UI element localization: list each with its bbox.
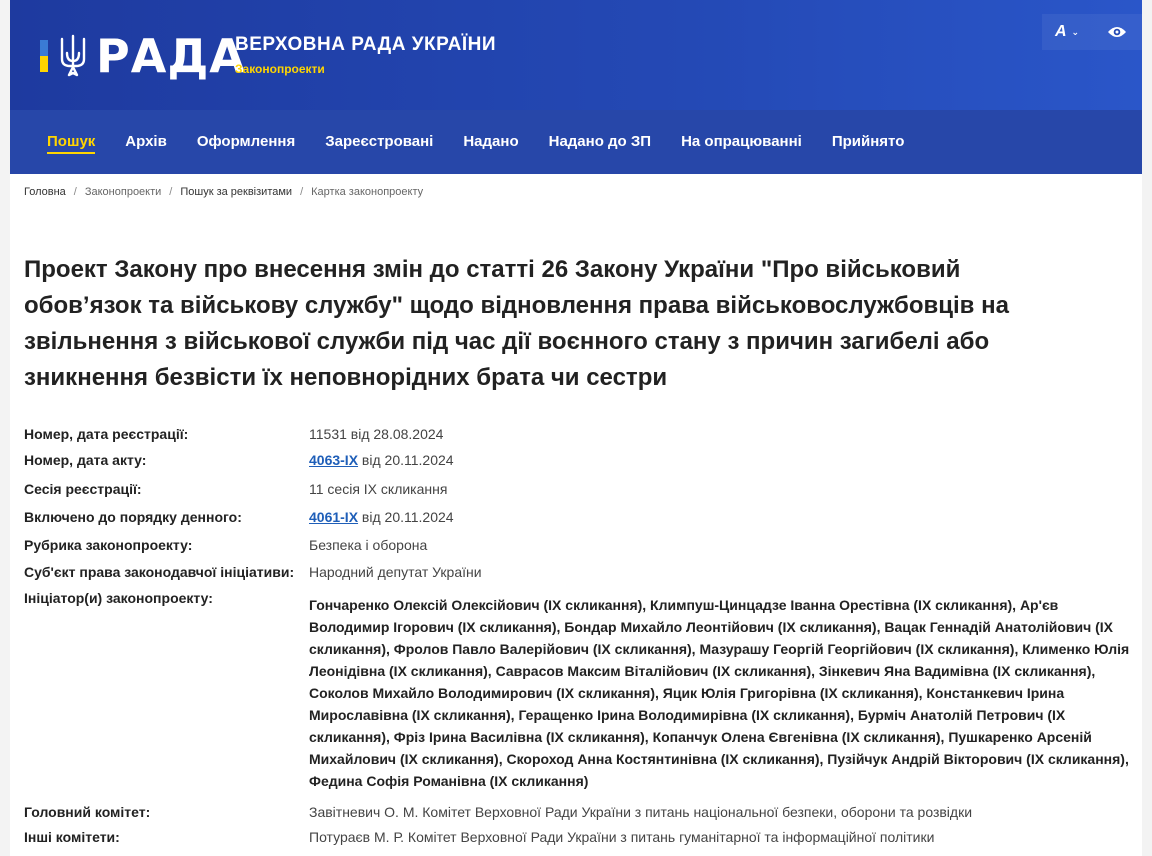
- page: [10, 0, 1142, 856]
- nav-item-in-process[interactable]: На опрацюванні: [681, 133, 802, 150]
- nav-item-submitted-to-zp[interactable]: Надано до ЗП: [548, 133, 652, 150]
- breadcrumb-separator: /: [73, 186, 77, 198]
- detail-value: 11531 від 28.08.2024: [309, 426, 444, 442]
- detail-value: Потураєв М. Р. Комітет Верховної Ради України з питань гуманітарної та інформаційної політики: [309, 829, 935, 845]
- agenda-link[interactable]: 4061-IX: [309, 509, 359, 525]
- detail-row-act: [24, 450, 1134, 470]
- act-link[interactable]: 4063-IX: [309, 452, 359, 468]
- site-title-main: ВЕРХОВНА РАДА УКРАЇНИ: [235, 34, 496, 55]
- trident-icon: [58, 33, 88, 79]
- agenda-date: від 20.11.2024: [358, 509, 454, 525]
- breadcrumb-search[interactable]: Пошук за реквізитами: [180, 186, 293, 198]
- site-logo[interactable]: [40, 30, 246, 82]
- detail-label: Номер, дата акту:: [24, 452, 147, 468]
- detail-label: Інші комітети:: [24, 829, 120, 845]
- nav-item-adopted[interactable]: Прийнято: [831, 133, 905, 150]
- detail-row-agenda: [24, 507, 1134, 527]
- detail-row-other-committees: [24, 827, 1134, 847]
- detail-label: Сесія реєстрації:: [24, 481, 142, 497]
- detail-label: Головний комітет:: [24, 804, 151, 820]
- detail-row-subject: [24, 562, 1134, 582]
- site-title: [235, 34, 496, 76]
- nav-item-drafting[interactable]: Оформлення: [196, 133, 296, 150]
- main-nav: [10, 110, 1142, 174]
- header-tools: [1042, 14, 1142, 50]
- detail-row-main-committee: [24, 802, 1134, 822]
- detail-label: Номер, дата реєстрації:: [24, 426, 189, 442]
- flag-icon: [40, 40, 48, 72]
- detail-value: [309, 450, 1134, 470]
- detail-row-rubric: [24, 535, 1134, 555]
- detail-value: 11 сесія IX скликання: [309, 481, 448, 497]
- breadcrumb: [24, 186, 423, 198]
- detail-value: Безпека і оборона: [309, 537, 428, 553]
- accessibility-button[interactable]: [1092, 14, 1142, 50]
- logo-text: РАДА: [96, 29, 246, 83]
- site-header: [10, 0, 1142, 110]
- page-edge-right: [1142, 0, 1152, 856]
- breadcrumb-separator: /: [169, 186, 173, 198]
- detail-row-session: [24, 479, 1134, 499]
- chevron-down-icon: ⌄: [1071, 26, 1080, 37]
- initiators-list: Гончаренко Олексій Олексійович (IX скликання), Климпуш-Цинцадзе Іванна Орестівна (IX скликання), Ар'єв Володимир Ігорович (IX скликання), Бондар Михайло Леонтійович (IX скликання), Вацак Геннадій Анатолійович (IX скликання), Фролов Павло Валерійович (IX скликання), Мазурашу Георгій Георгійович (IX скликання), Клименко Юлія Леонідівна (IX скликання), Саврасов Максим Віталійович (IX скликання), Зінкевич Яна Вадимівна (IX скликання), Соколов Михайло Володимирович (IX скликання), Яцик Юлія Григорівна (IX скликання), Констанкевич Ірина Мирославівна (IX скликання), Геращенко Ірина Володимирівна (IX скликання), Бурміч Анатолій Петрович (IX скликання), Фріз Ірина Василівна (IX скликання), Копанчук Олена Євгенівна (IX скликання), Пушкаренко Арсеній Михайлович (IX скликання), Скороход Анна Костянтинівна (IX скликання), Пузійчук Андрій Вікторович (IX скликання), Федина Софія Романівна (IX скликання): [309, 597, 1130, 789]
- detail-label: Рубрика законопроекту:: [24, 537, 193, 553]
- detail-label: Суб'єкт права законодавчої ініціативи:: [24, 564, 295, 580]
- nav-item-archive[interactable]: Архів: [125, 133, 167, 150]
- nav-item-search[interactable]: Пошук: [32, 110, 110, 174]
- breadcrumb-home[interactable]: Головна: [24, 186, 66, 198]
- page-edge-left: [0, 0, 10, 856]
- breadcrumb-bills[interactable]: Законопроекти: [84, 186, 162, 198]
- nav-item-submitted[interactable]: Надано: [463, 133, 519, 150]
- detail-label: Ініціатор(и) законопроекту:: [24, 590, 213, 606]
- page-title: Проект Закону про внесення змін до статті 26 Закону України "Про військовий обов’язок та військову службу" щодо відновлення права військовослужбовців на звільнення з військової служби під час дії воєнного стану з причин загибелі або зникнення безвісти їх неповнорідних брата чи сестри: [24, 256, 1009, 391]
- detail-value: [309, 507, 1134, 527]
- detail-row-initiators: [24, 588, 1134, 792]
- breadcrumb-separator: /: [300, 186, 304, 198]
- detail-label: Включено до порядку денного:: [24, 509, 242, 525]
- eye-icon: [1107, 25, 1127, 39]
- detail-row-registration: [24, 424, 1134, 444]
- site-title-section[interactable]: Законопроекти: [235, 62, 325, 76]
- act-date: від 20.11.2024: [358, 452, 454, 468]
- font-size-button[interactable]: [1042, 14, 1092, 50]
- detail-value: [309, 588, 1134, 792]
- detail-value: Завітневич О. М. Комітет Верховної Ради України з питань національної безпеки, оборони та розвідки: [309, 804, 973, 820]
- font-size-label: A: [1054, 23, 1067, 40]
- breadcrumb-current: Картка законопроекту: [311, 186, 424, 198]
- detail-value: Народний депутат України: [309, 564, 482, 580]
- bill-details: [24, 424, 1134, 847]
- nav-item-registered[interactable]: Зареєстровані: [325, 133, 434, 150]
